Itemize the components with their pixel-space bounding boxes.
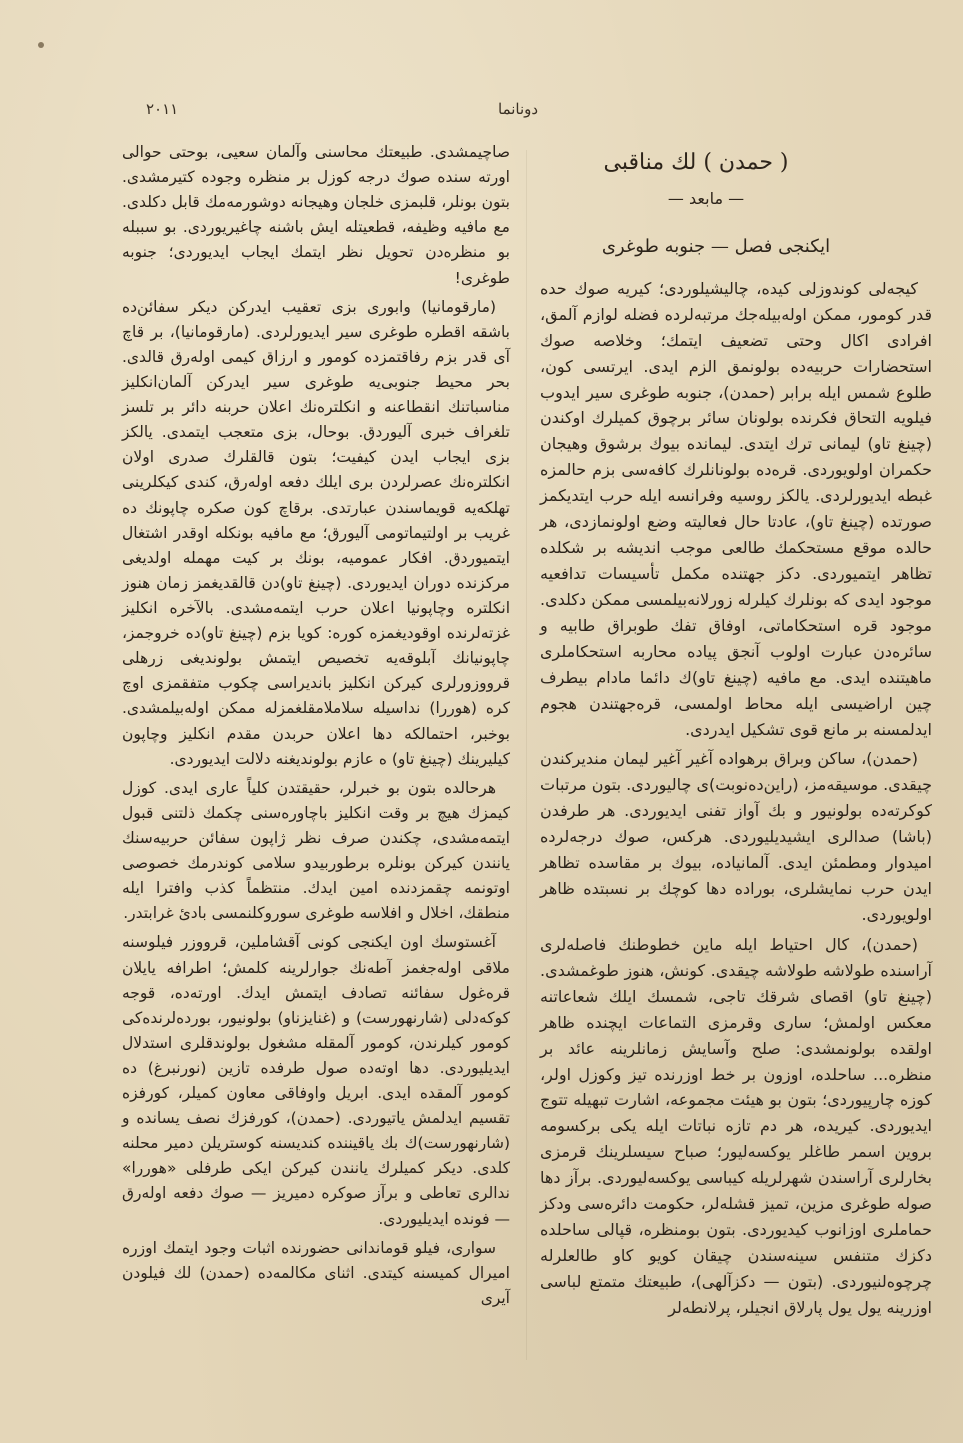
journal-name: دونانما [498, 100, 539, 118]
paragraph: سوارى، فيلو قوماندانى حضورنده اثبات وجود ايتمك اوزره اميرال كميسنه كيتدى. اثناى مكالمه‌ده (حمدن) لك فيلودن آيرى [122, 1238, 510, 1307]
paragraph: (مارقومانيا) وابورى بزى تعقيب ايدركن ديكر سفائن‌ده باشقه اقطره طوغرى سير ايديورلردى. (مارقومانيا)، بر قاچ آى قدر بزم رفاقتمزده كومور و ارزاق كيمى اوله‌رق قالدى. بحر محيط جنوبى‌يه طوغرى سير ايدركن آلمان‌انكليز مناسباتنك انقطاعنه و انكلتره‌نك اعلان حربنه دائر بر تلسز تلغراف خبرى آليوردق. بوحال، بزى متعجب ايتمدى. يالكز بزى ايجاب ايدن كيفيت؛ بتون قالقلرك صدرى اولان انكلتره‌نك عصرلردن برى ايلك دفعه اوله‌رق، كندى كيكلرينى تهلكه‌يه قويماسندن عبارتدى. برقاچ كون صكره چاپونك ده غريب بر اولتيماتومى آليورق؛ مع مافيه بونكله اوقدر اشتغال ايتميوردق. افكار عموميه، بونك بر كيت مهمله اولديغى مركزنده دوران ايديوردى. (چينغ تاو)دن قالقديغمز زمان هنوز انكلتره وچاپونيا اعلان حرب ايتمه‌مشدى. بالآخره انكليز غزته‌لرنده اوقوديغمزه كوره: كويا بزم (چينغ تاو)ده خروجمز، چاپونيانك آبلوقه‌يه تخصيص ايتمش بولونديغى زرهلى قرووزورلرى كيركن انكليز بانديراسى چكوب متفقمزى اوچ كره (هوررا) نداسيله سلاملامقلغمزله ممكن اوله‌بيلمشدى. بوخبر، احتمالكه دها اعلان حربدن مقدم انكليز وچاپون كيليرينك (چينغ تاو) ه عازم بولونديغنه دلالت ايديوردى. [122, 297, 510, 768]
paragraph: آغستوسك اون ايكنجى كونى آقشاملين، قرووزر فيلوسنه ملاقى اوله‌جغمز آطه‌نك جوارلرينه كلمش؛ اطرافه يايلان قرەغول سفائنه تصادف ايتمش ايدك. اورتەده، قوجه كوكه‌دلى (شارنهورست) و (غنايزناو) بولونيور، بوردەلرندەكى كومور كيلرندن، كومور آلمقله مشغول بولوندقلرى استدلال ايديليوردى. دها اوتەده صول طرفده تازين (نورنبرغ) ده كومور آلمقده ايدى. ابريل واوفاقى معاون كميلر، كورفزه تقسيم ايدلمش ياتيوردى. (حمدن)، كورفزك نصف يساندە و (شارنهورست)ك بك ياقيننده كنديسنه كوستريلن دمير محلنه كلدى. ديكر كميلرك يانندن كيركن ايكى طرفلى «هوررا» ندالرى تعاطى و برآز صوكره دميريز — صوك دفعه اوله‌رق — فونده ايديليوردى. [122, 933, 510, 1228]
paragraph: كيجه‌لى كوندوزلى كيده، چاليشيلوردى؛ كيريه صوك حده قدر كومور، ممكن اوله‌بيله‌جك مرتبه‌لرده فضله لوازم آلمق، افرادى اكال وحتى تضعيف ايتمك؛ وخلاصه صوك استحضارات حربيه‌ده بولونمق الزم ايدى. ايرتسى كون، طلوع شمس ايله برابر (حمدن)، جنوبه طوغرى سير ايدوب فيلويه التحاق فكرنده بولونان سائر برچوق كميلرك اوكندن (چينغ تاو) ليمانى ترك ايتدى. ليمانده بيوك برشوق وهيجان حكمران اولويوردى. قره‌ده بولونانلرك كافه‌سى بزم حالمزه غبطه ايديورلردى. يالكز روسيه وفرانسه ايله حرب ايتديكمز صورتده (چينغ تاو)، عادتا حال فعاليته وضع اولونمازدى، هر حالده موقع مستحكمك طالعى موجب انديشه بر شكلده تظاهر ايتميوردى. دكز جهتنده مكمل تأسيسات تدافعيه موجود ايدى كه بونلرك كيلرله زورلانه‌بيلمسى ممكن دكلدى. موجود قره استحكاماتى، اوفاق تفك طوبراق طابيه و سائره‌دن عبارت اولوب آنجق پياده محاربه استحكاملرى ماهيتنده ايدى. مع مافيه (چينغ تاو)ك دائما مادام بيطرف چين اراضيسى ايله محاط اولمسى، قره‌جهتندن هجوم ايدلمسنه بر مانع قوى تشكيل ايدردى. [540, 278, 932, 739]
page-number: ٢٠١١ [146, 100, 179, 118]
paragraph: صاچيمشدى. طبيعتك محاسنى وآلمان سعيى، بوحتى حوالى اورته سنده صوك درجه كوزل بر منظره وجوده كتيرمشدى. بتون بونلر، قلبمزى خلجان وهيجانه دوشورمه‌مك قابل دكلدى. مع مافيه وظيفه، قطعيتله ايش باشنه چاغيريوردى. بو سببله بو منظره‌دن تحويل نظر ايتمك ايجاب ايديوردى؛ جنوبه طوغرى! [122, 143, 510, 287]
left-column [122, 140, 510, 1315]
article-title: ( حمدن ) لك مناقبى [603, 150, 789, 175]
column-divider [526, 150, 527, 1360]
right-column [540, 148, 932, 1325]
continued-marker: — مابعد — [667, 189, 745, 208]
paragraph: هرحالده بتون بو خبرلر، حقيقتدن كلياً عارى ايدى. كوزل كيمزك هيچ بر وقت انكليز باچاورەسنى چكمك ذلتنى قبول ايتمه‌مشدى، چكندن صرف نظر ژاپون سفائن حربيه‌سنك يانندن كيركن بونلره برطوربيدو سلامى كوندرمك خصوصى اوتونمه چقمزدنده امين ايدك. منتظماً كذب وافترا ايله منطقك، اخلال و افلاسه طوغرى سوروكلنمسى بادئ غرابتدر. [122, 778, 510, 923]
ink-spot [38, 42, 44, 48]
section-title: ايكنجى فصل — جنوبه طوغرى [601, 235, 831, 257]
paragraph: (حمدن)، ساكن وبراق برهواده آغير آغير ليمان منديركندن چيقدى. موسيقه‌مز، (راين‌ده‌نوبت)ى چاليوردى. بتون مرتبات كوكرته‌ده بولونيور و بك آواز تفنى ايديوردى. هر طرفدن (باشا) صدالرى ايشيديليوردى. هركس، صوك درجه‌لرده اميدوار ومطمئن ايدى. آلمانياده، بيوك بر مقاسده تظاهر ايدن حرب نمايشلرى، بوراده دها كوچك بر نسبتده ظاهر اولويوردى. [540, 749, 932, 924]
paragraph: (حمدن)، كال احتياط ايله ماين خطوطنك فاصله‌لرى آراسنده طولاشه طولاشه چيقدى. كونش، هنوز طوغمشدى. (چينغ تاو) اقصاى شرقك تاجى، شمسك ايلك شعاعاتنه معكس اولمش؛ سارى وقرمزى التماعات ايچنده ظاهر اولقده بولونمشدى: صلح وآسايش زمانلرينه عائد بر منظره... ساحلده، اوزون بر خط اوزرنده تيز وكوزل اولر، كوزه چارپيوردى؛ بتون بو هيئت مجموعه، اشارت تبهيله تتوج ايديوردى. كيريده، هر دم تازه نباتات ايله يكى بركسومه بروين اسمر طاغلر يوكسه‌ليور؛ صباح سيسلرينك قرمزى بخارلرى آراسندن شهرلريله كيباسى يوكسه‌ليوردى. برآز دها صوله طوغرى مزين، تميز قشله‌لر، حكومت دائرەسى ودكز حماملرى اوزانوب كيديوردى. بتون بومنظره، قپالى ساحلده دكزك متنفس سينه‌سندن چيقان كويو كاو طالعلرله چرچوه‌لنيوردى. (بتون — دكزآلهى)، طبيعتك متمتع لباسى اوزرينه يول يول پارلاق انجيلر، پرلانطه‌لر [540, 934, 932, 1317]
